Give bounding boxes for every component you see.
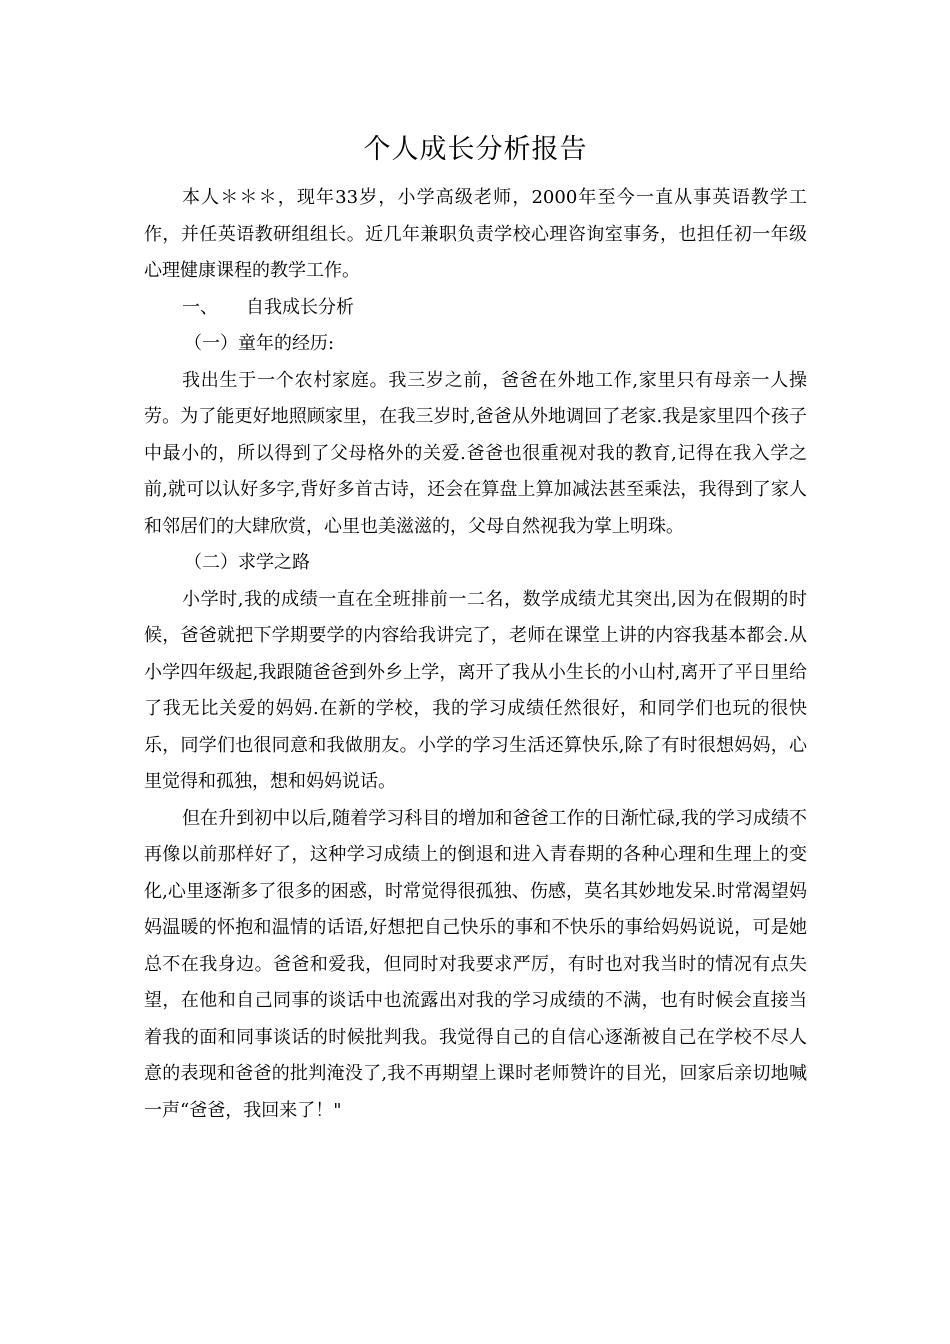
section-number: 一、: [182, 296, 218, 318]
subheading-childhood: （一）童年的经历:: [184, 333, 335, 354]
study-paragraph-primary: 小学时,我的成绩一直在全班排前一二名，数学成绩尤其突出,因为在假期的时候，爸爸就把下学期要学的内容给我讲完了，老师在课堂上讲的内容我基本都会.从小学四年级起,我跟随爸爸到外乡上学，离开了我从小生长的小山村,离开了平日里给了我无比关爱的妈妈.在新的学校，我的学习成绩任然很好，和同学们也玩的很快乐，同学们也很同意和我做朋友。小学的学习生活还算快乐,除了有时很想妈妈，心里觉得和孤独，想和妈妈说话。: [144, 588, 807, 792]
study-paragraph-middle-school: 但在升到初中以后,随着学习科目的增加和爸爸工作的日渐忙碌,我的学习成绩不再像以前那样好了，这种学习成绩上的倒退和进入青春期的各种心理和生理上的变化,心里逐渐多了很多的困惑，时常觉得很孤独、伤感，莫名其妙地发呆.时常渴望妈妈温暖的怀抱和温情的话语,好想把自己快乐的事和不快乐的事给妈妈说说，可是她总不在我身边。爸爸和爱我，但同时对我要求严厉，有时也对我当时的情况有点失望，在他和自己同事的谈话中也流露出对我的学习成绩的不满，也有时候会直接当着我的面和同事谈话的时候批判我。我觉得自己的自信心逐渐被自己在学校不尽人意的表现和爸爸的批判淹没了,我不再期望上课时老师赞许的目光，回家后亲切地喊一声“爸爸，我回来了！": [144, 807, 807, 1121]
document-title: 个人成长分析报告: [363, 134, 588, 165]
childhood-paragraph: 我出生于一个农村家庭。我三岁之前，爸爸在外地工作,家里只有母亲一人操劳。为了能更好地照顾家里，在我三岁时,爸爸从外地调回了老家.我是家里四个孩子中最小的，所以得到了父母格外的关爱.爸爸也很重视对我的教育,记得在我入学之前,就可以认好多字,背好多首古诗，还会在算盘上算加减法甚至乘法，我得到了家人和邻居们的大肆欣赏，心里也美滋滋的，父母自然视我为掌上明珠。: [144, 369, 807, 537]
intro-paragraph: 本人＊＊＊，现年33岁，小学高级老师，2000年至今一直从事英语教学工作，并任英语教研组组长。近几年兼职负责学校心理咨询室事务，也担任初一年级心理健康课程的教学工作。: [144, 187, 807, 281]
section-label: 自我成长分析: [246, 296, 354, 318]
document-body: [144, 128, 807, 1129]
subheading-study-path: （二）求学之路: [184, 552, 310, 573]
section-heading-self-growth: [144, 290, 807, 327]
